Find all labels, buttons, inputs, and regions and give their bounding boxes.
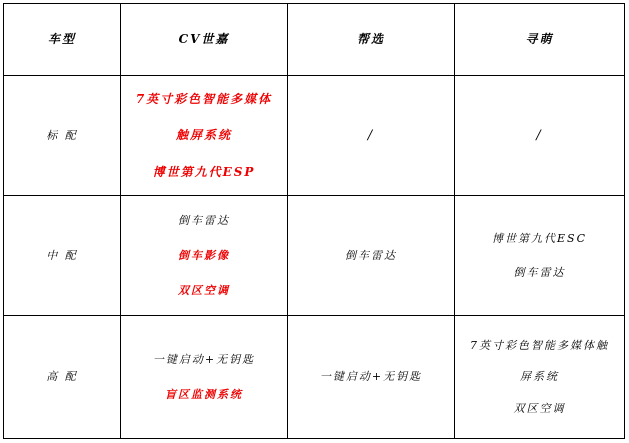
cell-line: 双区空调: [178, 284, 230, 298]
header-row: [4, 4, 625, 76]
trim-comparison-table: [3, 3, 625, 439]
header-col-b: 帮选: [288, 4, 455, 76]
cell-line: 7英寸彩色智能多媒体: [135, 91, 273, 106]
table-row: [4, 316, 625, 439]
cell-high-col-c: [455, 316, 625, 439]
cell-high-cv: [121, 316, 288, 439]
cell-line: 盲区监测系统: [165, 388, 243, 401]
cell-line: 倒车雷达: [178, 213, 230, 227]
row-label-mid: 中 配: [4, 196, 121, 316]
cell-mid-col-c: [455, 196, 625, 316]
header-col-c: 寻萌: [455, 4, 625, 76]
table-row: [4, 76, 625, 196]
cell-line: 7英寸彩色智能多媒体触: [470, 339, 609, 353]
cell-line: 屏系统: [520, 370, 559, 384]
cell-mid-col-b: [288, 196, 455, 316]
cell-line: 博世第九代ESP: [152, 164, 256, 179]
cell-line: 倒车雷达: [345, 248, 397, 262]
cell-line: 倒车雷达: [513, 265, 566, 279]
header-model: 车型: [4, 4, 121, 76]
cell-line: 博世第九代ESC: [492, 232, 587, 246]
cell-standard-col-c: [455, 76, 625, 196]
cell-standard-cv: [121, 76, 288, 196]
cell-line: 触屏系统: [175, 128, 232, 143]
cell-line: /: [536, 127, 543, 143]
cell-standard-col-b: [288, 76, 455, 196]
row-label-standard: 标 配: [4, 76, 121, 196]
cell-line: 一键启动+无钥匙: [152, 352, 256, 366]
cell-mid-cv: [121, 196, 288, 316]
cell-line: /: [367, 127, 375, 143]
cell-high-col-b: [288, 316, 455, 439]
cell-line: 一键启动+无钥匙: [319, 370, 423, 384]
header-cv: CV世嘉: [121, 4, 288, 76]
cell-line: 倒车影像: [178, 248, 230, 262]
row-label-high: 高 配: [4, 316, 121, 439]
cell-line: 双区空调: [513, 401, 566, 415]
table-row: [4, 196, 625, 316]
